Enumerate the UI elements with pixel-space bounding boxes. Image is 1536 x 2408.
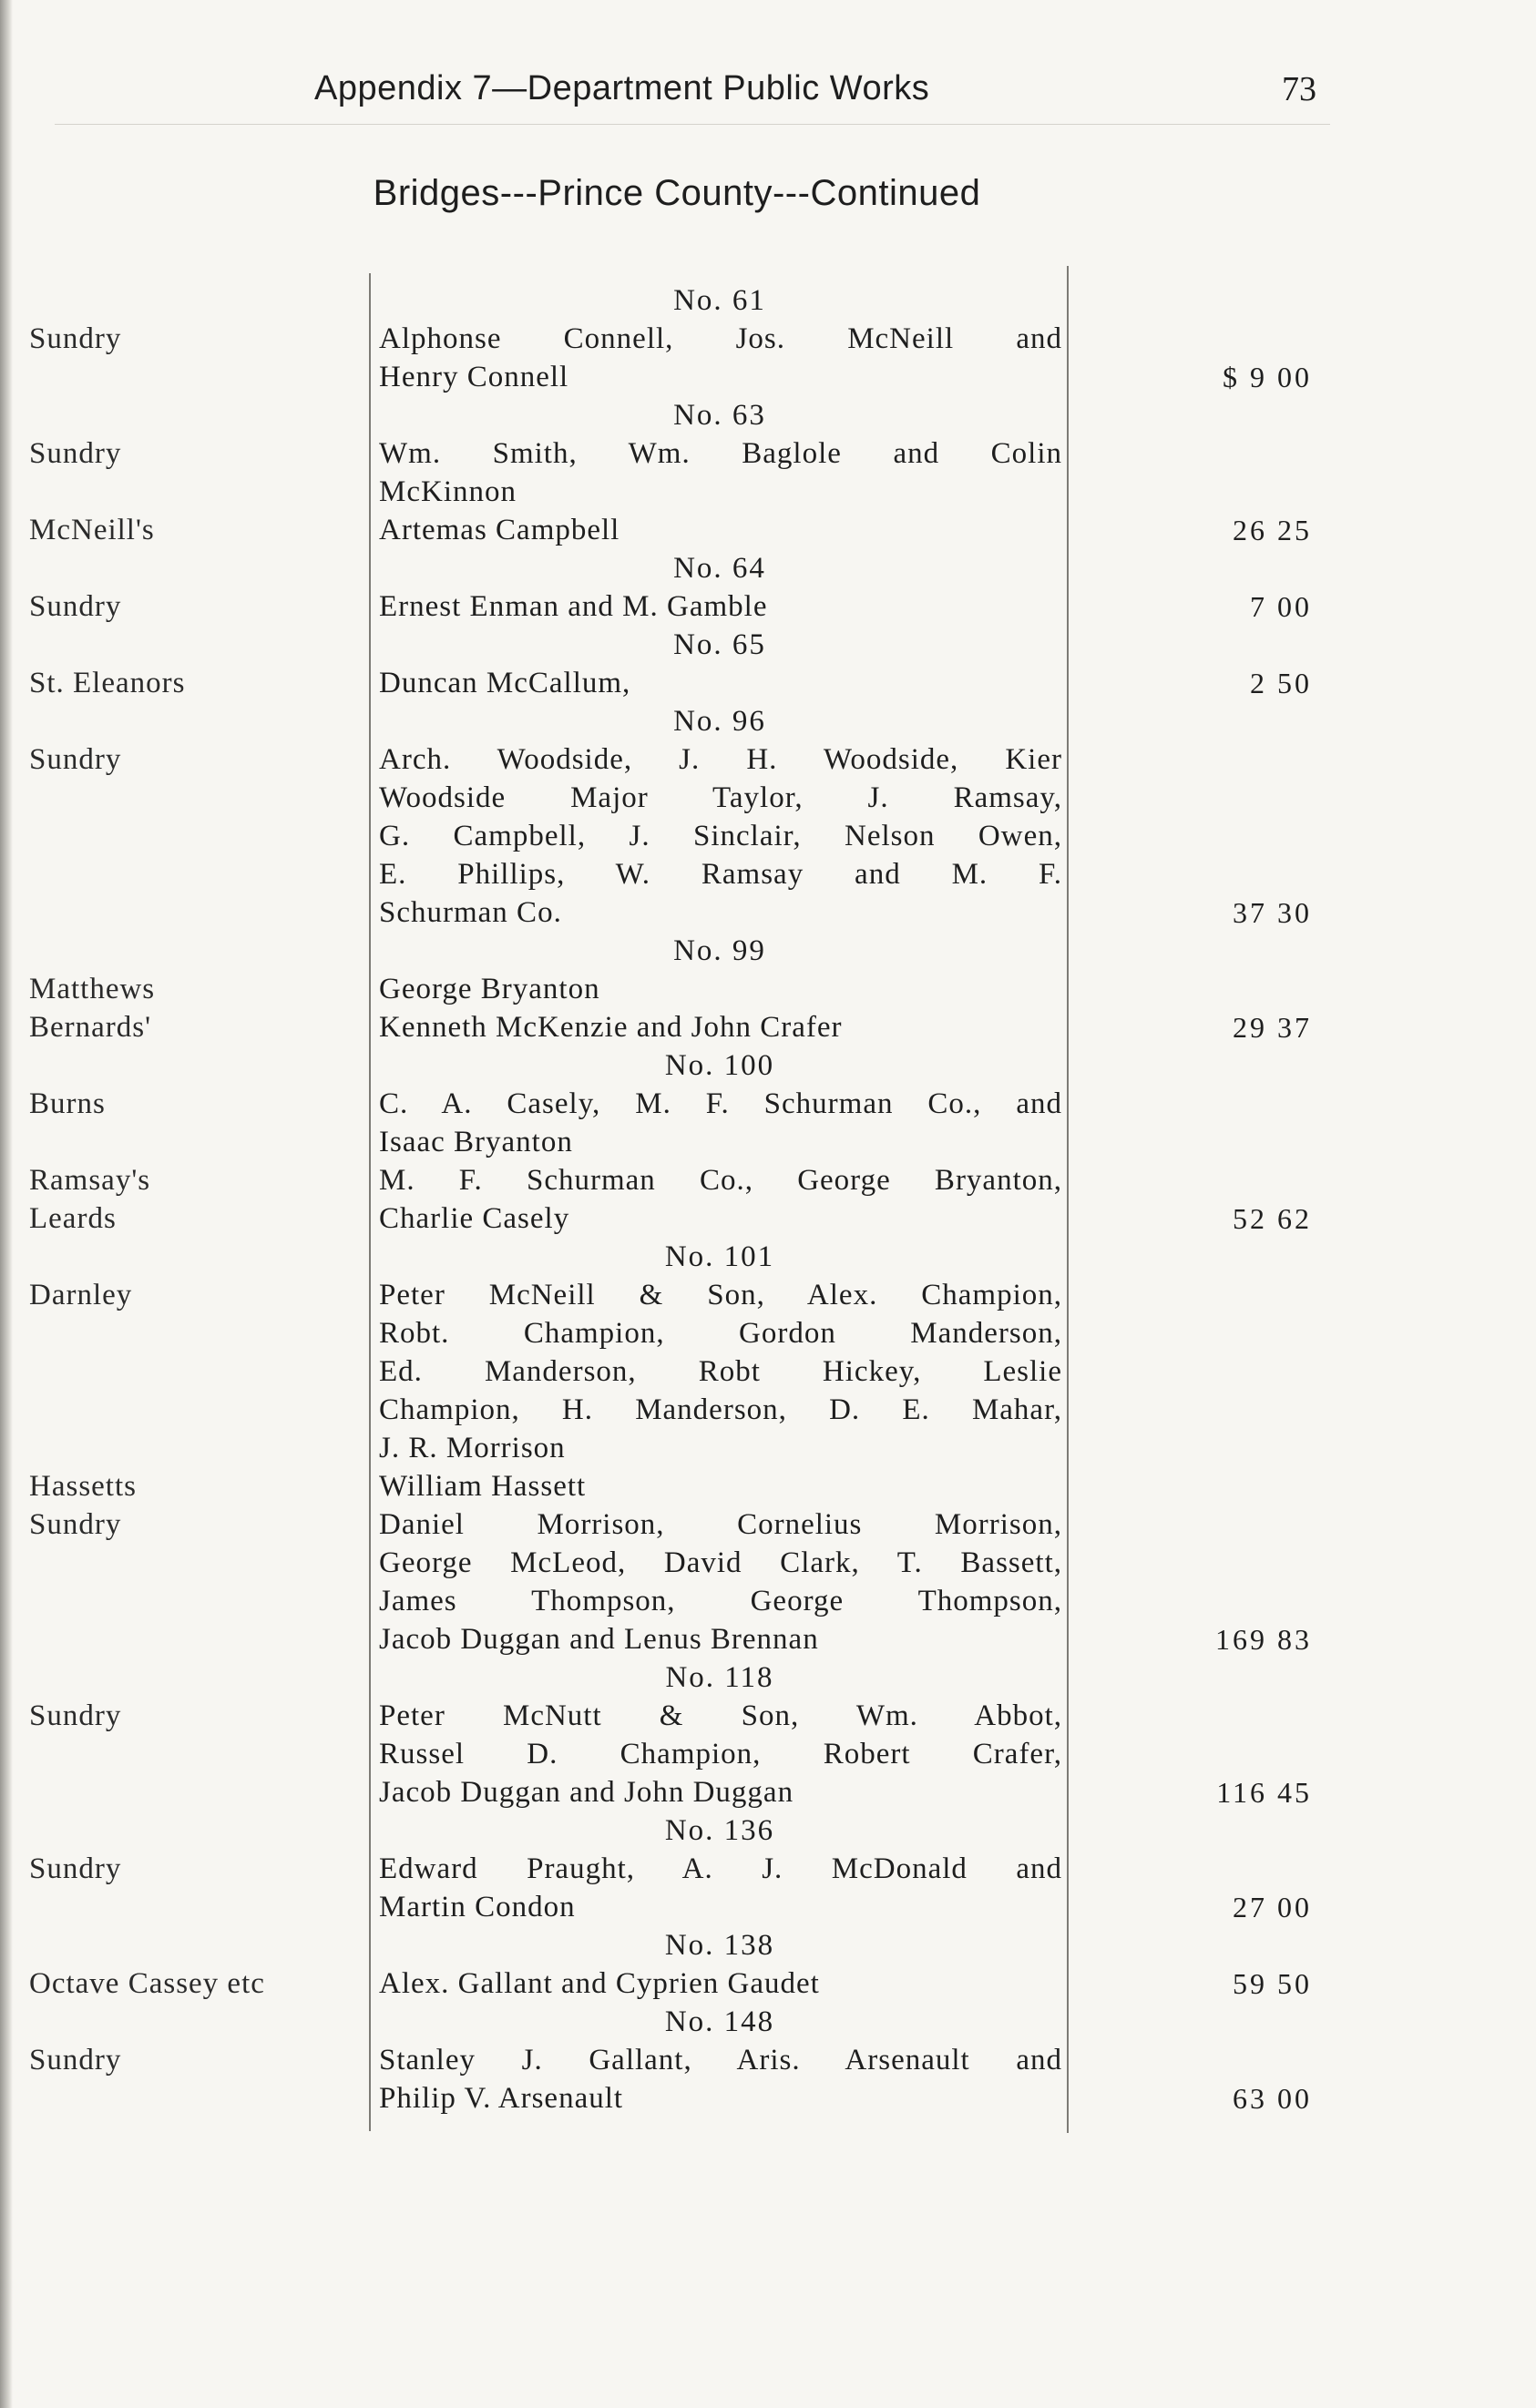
table-row bbox=[0, 434, 1536, 473]
location-cell: Leards bbox=[29, 1202, 117, 1235]
amount-cell: $ 9 00 bbox=[1223, 361, 1312, 393]
names-cell: Isaac Bryanton bbox=[379, 1126, 573, 1158]
location-cell: Octave Cassey etc bbox=[29, 1967, 265, 2000]
table-row bbox=[0, 893, 1536, 932]
names-cell: Jacob Duggan and Lenus Brennan bbox=[379, 1623, 819, 1656]
table-row bbox=[0, 1888, 1536, 1926]
table-row bbox=[0, 1391, 1536, 1429]
names-cell: McKinnon bbox=[379, 475, 517, 508]
names-cell: Ed. Manderson, Robt Hickey, Leslie bbox=[379, 1355, 1062, 1388]
amount-cell: 116 45 bbox=[1216, 1776, 1312, 1809]
amount-cell: 26 25 bbox=[1233, 514, 1312, 546]
names-cell: Alex. Gallant and Cyprien Gaudet bbox=[379, 1967, 820, 2000]
names-cell: George Bryanton bbox=[379, 973, 600, 1005]
table-row bbox=[0, 1008, 1536, 1046]
names-cell: Henry Connell bbox=[379, 361, 569, 393]
table-row bbox=[0, 740, 1536, 779]
names-cell: Russel D. Champion, Robert Crafer, bbox=[379, 1738, 1062, 1770]
bridge-number-row bbox=[0, 549, 1536, 587]
running-header bbox=[314, 69, 1316, 124]
names-cell: Schurman Co. bbox=[379, 896, 562, 929]
header-rule bbox=[55, 124, 1330, 125]
location-cell: Bernards' bbox=[29, 1011, 152, 1044]
table-row bbox=[0, 1085, 1536, 1123]
bridge-number: No. 148 bbox=[664, 2005, 775, 2038]
bridge-number: No. 65 bbox=[673, 628, 766, 661]
section-title: Bridges---Prince County---Continued bbox=[373, 173, 981, 213]
table-row bbox=[0, 1544, 1536, 1582]
names-cell: J. R. Morrison bbox=[379, 1432, 566, 1464]
bridge-number-row bbox=[0, 932, 1536, 970]
location-cell: Hassetts bbox=[29, 1470, 137, 1503]
location-cell: Ramsay's bbox=[29, 1164, 151, 1197]
bridge-number-row bbox=[0, 1238, 1536, 1276]
table-row bbox=[0, 1735, 1536, 1773]
names-cell: William Hassett bbox=[379, 1470, 587, 1503]
bridge-number: No. 96 bbox=[673, 705, 766, 738]
names-cell: M. F. Schurman Co., George Bryanton, bbox=[379, 1164, 1062, 1197]
table-row bbox=[0, 1199, 1536, 1238]
bridge-number: No. 101 bbox=[664, 1240, 775, 1273]
bridge-number: No. 64 bbox=[673, 552, 766, 585]
names-cell: Alphonse Connell, Jos. McNeill and bbox=[379, 322, 1062, 355]
location-cell: Sundry bbox=[29, 2044, 122, 2076]
table-row bbox=[0, 970, 1536, 1008]
table-row bbox=[0, 1850, 1536, 1888]
bridge-number-row bbox=[0, 396, 1536, 434]
amount-cell: 52 62 bbox=[1233, 1202, 1312, 1235]
table-row bbox=[0, 1276, 1536, 1314]
bridge-number-row bbox=[0, 1658, 1536, 1697]
amount-cell: 27 00 bbox=[1233, 1891, 1312, 1923]
bridge-number: No. 118 bbox=[665, 1661, 774, 1694]
amount-cell: 37 30 bbox=[1233, 896, 1312, 929]
bridge-number-row bbox=[0, 2003, 1536, 2041]
names-cell: Philip V. Arsenault bbox=[379, 2082, 624, 2115]
location-cell: Sundry bbox=[29, 743, 122, 776]
bridge-number: No. 99 bbox=[673, 934, 766, 967]
table-row bbox=[0, 1505, 1536, 1544]
table-row bbox=[0, 1964, 1536, 2003]
table-row bbox=[0, 2079, 1536, 2117]
location-cell: Darnley bbox=[29, 1279, 133, 1311]
names-cell: Woodside Major Taylor, J. Ramsay, bbox=[379, 781, 1062, 814]
names-cell: Stanley J. Gallant, Aris. Arsenault and bbox=[379, 2044, 1062, 2076]
names-cell: Peter McNutt & Son, Wm. Abbot, bbox=[379, 1699, 1062, 1732]
table-row bbox=[0, 473, 1536, 511]
location-cell: McNeill's bbox=[29, 514, 155, 546]
names-cell: Duncan McCallum, bbox=[379, 667, 631, 699]
names-cell: Wm. Smith, Wm. Baglole and Colin bbox=[379, 437, 1062, 470]
table-row bbox=[0, 817, 1536, 855]
page-number: 73 bbox=[1282, 70, 1316, 108]
table-row bbox=[0, 358, 1536, 396]
amount-cell: 59 50 bbox=[1233, 1967, 1312, 2000]
table-row bbox=[0, 1123, 1536, 1161]
amount-cell: 2 50 bbox=[1250, 667, 1312, 699]
names-cell: G. Campbell, J. Sinclair, Nelson Owen, bbox=[379, 820, 1062, 852]
names-cell: E. Phillips, W. Ramsay and M. F. bbox=[379, 858, 1062, 891]
bridge-number: No. 100 bbox=[664, 1049, 775, 1082]
names-cell: Artemas Campbell bbox=[379, 514, 620, 546]
amount-cell: 169 83 bbox=[1215, 1623, 1312, 1656]
names-cell: Jacob Duggan and John Duggan bbox=[379, 1776, 794, 1809]
names-cell: Ernest Enman and M. Gamble bbox=[379, 590, 768, 623]
bridge-number-row bbox=[0, 1926, 1536, 1964]
table-row bbox=[0, 1467, 1536, 1505]
names-cell: Daniel Morrison, Cornelius Morrison, bbox=[379, 1508, 1062, 1541]
table-row bbox=[0, 1314, 1536, 1352]
table-row bbox=[0, 1582, 1536, 1620]
table-row bbox=[0, 1161, 1536, 1199]
table-row bbox=[0, 1620, 1536, 1658]
location-cell: Sundry bbox=[29, 322, 122, 355]
bridge-number: No. 61 bbox=[673, 284, 766, 317]
names-cell: Martin Condon bbox=[379, 1891, 576, 1923]
names-cell: Champion, H. Manderson, D. E. Mahar, bbox=[379, 1393, 1062, 1426]
table-row bbox=[0, 2041, 1536, 2079]
location-cell: St. Eleanors bbox=[29, 667, 186, 699]
table-row bbox=[0, 511, 1536, 549]
table-row bbox=[0, 1429, 1536, 1467]
table-row bbox=[0, 779, 1536, 817]
table-row bbox=[0, 587, 1536, 626]
bridge-number-row bbox=[0, 1811, 1536, 1850]
names-cell: Robt. Champion, Gordon Manderson, bbox=[379, 1317, 1062, 1350]
table-row bbox=[0, 320, 1536, 358]
location-cell: Sundry bbox=[29, 590, 122, 623]
names-cell: George McLeod, David Clark, T. Bassett, bbox=[379, 1546, 1062, 1579]
table-row bbox=[0, 855, 1536, 893]
names-cell: Arch. Woodside, J. H. Woodside, Kier bbox=[379, 743, 1062, 776]
header-title: Appendix 7—Department Public Works bbox=[314, 69, 930, 107]
bridge-number: No. 136 bbox=[664, 1814, 775, 1847]
bridge-number-row bbox=[0, 281, 1536, 320]
table-row bbox=[0, 1773, 1536, 1811]
location-cell: Sundry bbox=[29, 437, 122, 470]
table-row bbox=[0, 1352, 1536, 1391]
bridge-number: No. 138 bbox=[664, 1929, 775, 1962]
table-row bbox=[0, 1697, 1536, 1735]
location-cell: Burns bbox=[29, 1087, 106, 1120]
bridge-number: No. 63 bbox=[673, 399, 766, 432]
amount-cell: 29 37 bbox=[1233, 1011, 1312, 1044]
table-row bbox=[0, 664, 1536, 702]
bridge-number-row bbox=[0, 1046, 1536, 1085]
names-cell: Charlie Casely bbox=[379, 1202, 570, 1235]
location-cell: Matthews bbox=[29, 973, 156, 1005]
location-cell: Sundry bbox=[29, 1508, 122, 1541]
names-cell: C. A. Casely, M. F. Schurman Co., and bbox=[379, 1087, 1062, 1120]
names-cell: Peter McNeill & Son, Alex. Champion, bbox=[379, 1279, 1062, 1311]
bridge-number-row bbox=[0, 702, 1536, 740]
names-cell: James Thompson, George Thompson, bbox=[379, 1585, 1062, 1617]
bridge-number-row bbox=[0, 626, 1536, 664]
names-cell: Edward Praught, A. J. McDonald and bbox=[379, 1852, 1062, 1885]
amount-cell: 7 00 bbox=[1250, 590, 1312, 623]
location-cell: Sundry bbox=[29, 1852, 122, 1885]
names-cell: Kenneth McKenzie and John Crafer bbox=[379, 1011, 843, 1044]
amount-cell: 63 00 bbox=[1233, 2082, 1312, 2115]
location-cell: Sundry bbox=[29, 1699, 122, 1732]
